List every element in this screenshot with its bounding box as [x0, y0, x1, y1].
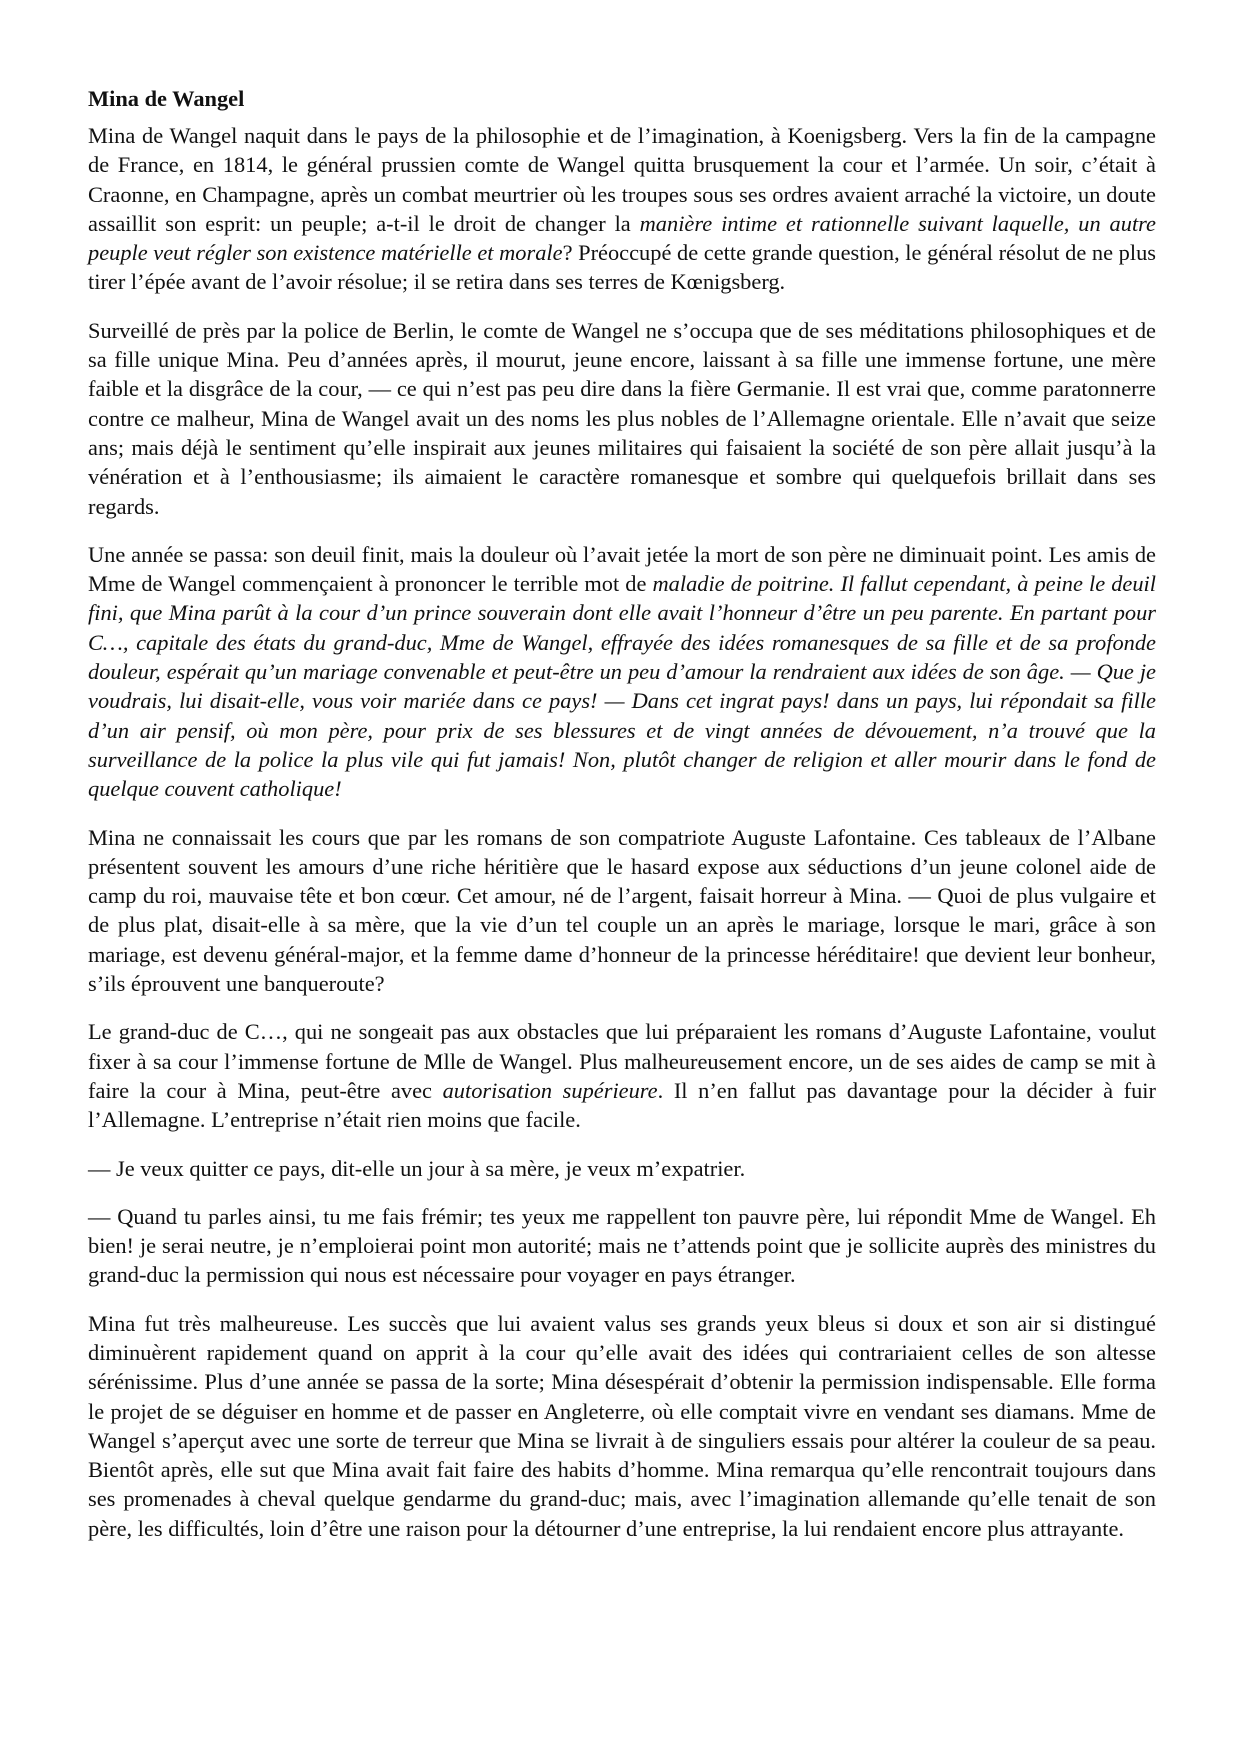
- paragraph-8: Mina fut très malheureuse. Les succès que lui avaient valus ses grands yeux bleus si doux et son air si distingué diminuèrent rapidement quand on apprit à la cour qu’elle avait des idées qui contrariaient celles de son altesse sérénissime. Plus d’une année se passa de la sorte; Mina désespérait d’obtenir la permission indispensable. Elle forma le projet de se déguiser en homme et de passer en Angleterre, où elle comptait vivre en vendant ses diamans. Mme de Wangel s’aperçut avec une sorte de terreur que Mina se livrait à de singuliers essais pour altérer la couleur de sa peau. Bientôt après, elle sut que Mina avait fait faire des habits d’homme. Mina remarqua qu’elle rencontrait toujours dans ses promenades à cheval quelque gendarme du grand-duc; mais, avec l’imagination allemande qu’elle tenait de son père, les difficultés, loin d’être une raison pour la détourner d’une entreprise, la lui rendaient encore plus attrayante.: [88, 1310, 1156, 1541]
- italic-text: manière intime et rationnelle suivant laquelle, un autre peuple veut régler son existence matérielle et morale: [88, 210, 1156, 266]
- text: ? Préoccupé de cette grande question, le général résolut de ne plus tirer l’épée avant de l’avoir résolue; il se retira dans ses terres de Kœnigsberg.: [88, 240, 1156, 295]
- text: . Il n’en fallut pas davantage pour la décider à fuir l’Allemagne. L’entreprise n’était rien moins que facile.: [88, 1077, 1156, 1133]
- text: Une année se passa: son deuil finit, mais la douleur où l’avait jetée la mort de son père ne diminuait point. Les amis de Mme de Wangel commençaient à prononcer le terrible mot de: [88, 541, 1156, 597]
- paragraph-1: [88, 121, 1156, 297]
- document-title: Mina de Wangel: [88, 86, 245, 111]
- paragraph-2: Surveillé de près par la police de Berlin, le comte de Wangel ne s’occupa que de ses méditations philosophiques et de sa fille unique Mina. Peu d’années après, il mourut, jeune encore, laissant à sa fille une immense fortune, une mère faible et la disgrâce de la cour, — ce qui n’est pas peu dire dans la fière Germanie. Il est vrai que, comme paratonnerre contre ce malheur, Mina de Wangel avait un des noms les plus nobles de l’Allemagne orientale. Elle n’avait que seize ans; mais déjà le sentiment qu’elle inspirait aux jeunes militaires qui faisaient la société de son père allait jusqu’à la vénération et à l’enthousiasme; ils aimaient le caractère romanesque et sombre qui quelquefois brillait dans ses regards.: [88, 317, 1156, 519]
- paragraph-3: [88, 540, 1156, 804]
- text: Le grand-duc de C…, qui ne songeait pas aux obstacles que lui préparaient les romans d’Auguste Lafontaine, voulut fixer à sa cour l’immense fortune de Mlle de Wangel. Plus malheureusement encore, un de ses aides de camp se mit à faire la cour à Mina, peut-être avec: [88, 1019, 1156, 1103]
- paragraph-5: [88, 1017, 1156, 1134]
- document-page: [88, 84, 1156, 1562]
- text: Mina de Wangel naquit dans le pays de la philosophie et de l’imagination, à Koenigsberg. Vers la fin de la campagne de France, en 1814, le général prussien comte de Wangel quitta brusquement la cour et l’armée. Un soir, c’était à Craonne, en Champagne, après un combat meurtrier où les troupes sous ses ordres avaient arraché la victoire, un doute assaillit son esprit: un peuple; a-t-il le droit de changer la: [88, 123, 1156, 236]
- italic-text: maladie de poitrine. Il fallut cependant, à peine le deuil fini, que Mina parût à la cour d’un prince souverain dont elle avait l’honneur d’être un peu parente. En partant pour C…, capitale des états du grand-duc, Mme de Wangel, effrayée des idées romanesques de sa fille et de sa profonde douleur, espérait qu’un mariage convenable et peut-être un peu d’amour la rendraient aux idées de son âge. — Que je voudrais, lui disait-elle, vous voir mariée dans ce pays! — Dans cet ingrat pays! dans un pays, lui répondait sa fille d’un air pensif, où mon père, pour prix de ses blessures et de vingt années de dévouement, n’a trouvé que la surveillance de la police la plus vile qui fut jamais! Non, plutôt changer de religion et aller mourir dans le fond de quelque couvent catholique!: [88, 571, 1156, 802]
- italic-text: autorisation supérieure: [442, 1077, 658, 1103]
- paragraph-6: — Je veux quitter ce pays, dit-elle un jour à sa mère, je veux m’expatrier.: [88, 1155, 746, 1181]
- paragraph-7: — Quand tu parles ainsi, tu me fais frémir; tes yeux me rappellent ton pauvre père, lui répondit Mme de Wangel. Eh bien! je serai neutre, je n’emploierai point mon autorité; mais ne t’attends point que je sollicite auprès des ministres du grand-duc la permission qui nous est nécessaire pour voyager en pays étranger.: [88, 1203, 1156, 1288]
- paragraph-4: Mina ne connaissait les cours que par les romans de son compatriote Auguste Lafontaine. Ces tableaux de l’Albane présentent souvent les amours d’une riche héritière que le hasard expose aux séductions d’un jeune colonel aide de camp du roi, mauvaise tête et bon cœur. Cet amour, né de l’argent, faisait horreur à Mina. — Quoi de plus vulgaire et de plus plat, disait-elle à sa mère, que la vie d’un tel couple un an après le mariage, lorsque le mari, grâce à son mariage, est devenu général-major, et la femme dame d’honneur de la princesse héréditaire! que devient leur bonheur, s’ils éprouvent une banqueroute?: [88, 824, 1156, 997]
